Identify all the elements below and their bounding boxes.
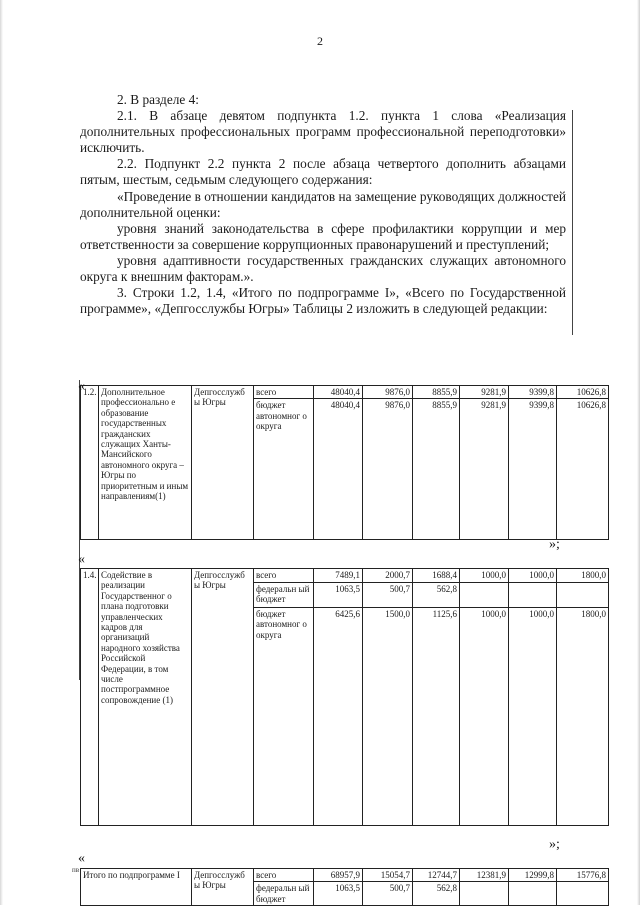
paragraph-quote-start: «Проведение в отношении кандидатов на замещение руководящих должностей дополнительной оценки: [80, 188, 566, 220]
value-cell: 9281,9 [460, 386, 509, 399]
value-cell: 1000,0 [509, 608, 557, 826]
row-executor: Депгосслужб ы Югры [192, 386, 254, 540]
value-cell: 1000,0 [460, 608, 509, 826]
value-cell: 562,8 [413, 583, 460, 608]
table1-quote-close: »; [549, 537, 560, 552]
value-cell: 1063,5 [314, 583, 363, 608]
value-cell [460, 583, 509, 608]
value-cell: 12744,7 [413, 869, 460, 882]
value-cell: 1800,0 [557, 608, 609, 826]
value-cell: 500,7 [363, 583, 413, 608]
row-executor: Депгосслужб ы Югры [192, 869, 254, 906]
value-cell: 68957,9 [314, 869, 363, 882]
row-name: Дополнительное профессионально е образование государственных гражданских служащих Ханты-Мансийского автономного округа – Югры по приоритетным и иным направлениям(1) [99, 386, 192, 540]
value-cell: 9399,8 [509, 386, 557, 399]
row-number: 1.4. [81, 569, 99, 826]
value-cell: 1000,0 [460, 569, 509, 583]
section-heading: 2. В разделе 4: [117, 92, 199, 107]
value-cell: 8855,9 [413, 399, 460, 540]
value-cell: 500,7 [363, 882, 413, 906]
body-text [80, 92, 566, 317]
source-cell: всего [254, 869, 314, 882]
table2-quote-open: « [78, 552, 85, 567]
table-subtotal-subprogram [80, 868, 609, 906]
value-cell: 9876,0 [363, 399, 413, 540]
value-cell: 15776,8 [557, 869, 609, 882]
value-cell [509, 583, 557, 608]
table2-quote-close: »; [549, 837, 560, 852]
table-row-1-2 [80, 385, 609, 540]
value-cell: 15054,7 [363, 869, 413, 882]
table3-quote-open: « [78, 851, 85, 866]
value-cell: 9281,9 [460, 399, 509, 540]
source-cell: всего [254, 569, 314, 583]
table1-quote-open: « [78, 379, 85, 394]
table-row-1-4 [80, 568, 609, 826]
value-cell: 1688,4 [413, 569, 460, 583]
value-cell: 1800,0 [557, 569, 609, 583]
value-cell: 1000,0 [509, 569, 557, 583]
value-cell [557, 583, 609, 608]
value-cell: 6425,6 [314, 608, 363, 826]
source-cell: всего [254, 386, 314, 399]
page-number: 2 [317, 34, 323, 48]
value-cell: 1063,5 [314, 882, 363, 906]
paragraph-adaptivity: уровня адаптивности государственных гражданских служащих автономного округа к внешним факторам.». [80, 252, 566, 285]
value-cell: 10626,8 [557, 386, 609, 399]
value-cell: 9399,8 [509, 399, 557, 540]
source-cell: федеральн ый бюджет [254, 882, 314, 906]
value-cell: 9876,0 [363, 386, 413, 399]
paragraph-2-2: 2.2. Подпункт 2.2 пункта 2 после абзаца четвертого дополнить абзацами пятым, шестым, седьмым следующего содержания: [80, 156, 566, 188]
source-cell: бюджет автономног о округа [254, 608, 314, 826]
value-cell: 1125,6 [413, 608, 460, 826]
right-margin-line [572, 110, 573, 335]
value-cell: 2000,7 [363, 569, 413, 583]
value-cell: 10626,8 [557, 399, 609, 540]
value-cell: 8855,9 [413, 386, 460, 399]
paragraph-3: 3. Строки 1.2, 1.4, «Итого по подпрограмме I», «Всего по Государственной программе», «Депгосслужбы Югры» Таблицы 2 изложить в следующей редакции: [80, 285, 566, 317]
row-number: 1.2. [81, 386, 99, 540]
row-executor: Депгосслужб ы Югры [192, 569, 254, 826]
row-name: Содействие в реализации Государственног о плана подготовки управленческих кадров для организаций народного хозяйства Российской Федерации, в том числе постпрограммное сопровождение (1) [99, 569, 192, 826]
paragraph-2-1: 2.1. В абзаце девятом подпункта 1.2. пункта 1 слова «Реализация дополнительных профессиональных программ профессиональной переподготовки» исключить. [80, 108, 566, 156]
scan-edge-left [0, 0, 3, 905]
value-cell [509, 882, 557, 906]
value-cell [557, 882, 609, 906]
value-cell: 562,8 [413, 882, 460, 906]
source-cell: федеральн ый бюджет [254, 583, 314, 608]
corner-mark: пв [72, 866, 80, 874]
value-cell: 12381,9 [460, 869, 509, 882]
source-cell: бюджет автономног о округа [254, 399, 314, 540]
value-cell [460, 882, 509, 906]
value-cell: 48040,4 [314, 386, 363, 399]
paragraph-knowledge: уровня знаний законодательства в сфере профилактики коррупции и мер ответственности за совершение коррупционных правонарушений и преступлений; [80, 220, 566, 252]
row-name: Итого по подпрограмме I [81, 869, 192, 906]
value-cell: 7489,1 [314, 569, 363, 583]
value-cell: 1500,0 [363, 608, 413, 826]
value-cell: 12999,8 [509, 869, 557, 882]
value-cell: 48040,4 [314, 399, 363, 540]
